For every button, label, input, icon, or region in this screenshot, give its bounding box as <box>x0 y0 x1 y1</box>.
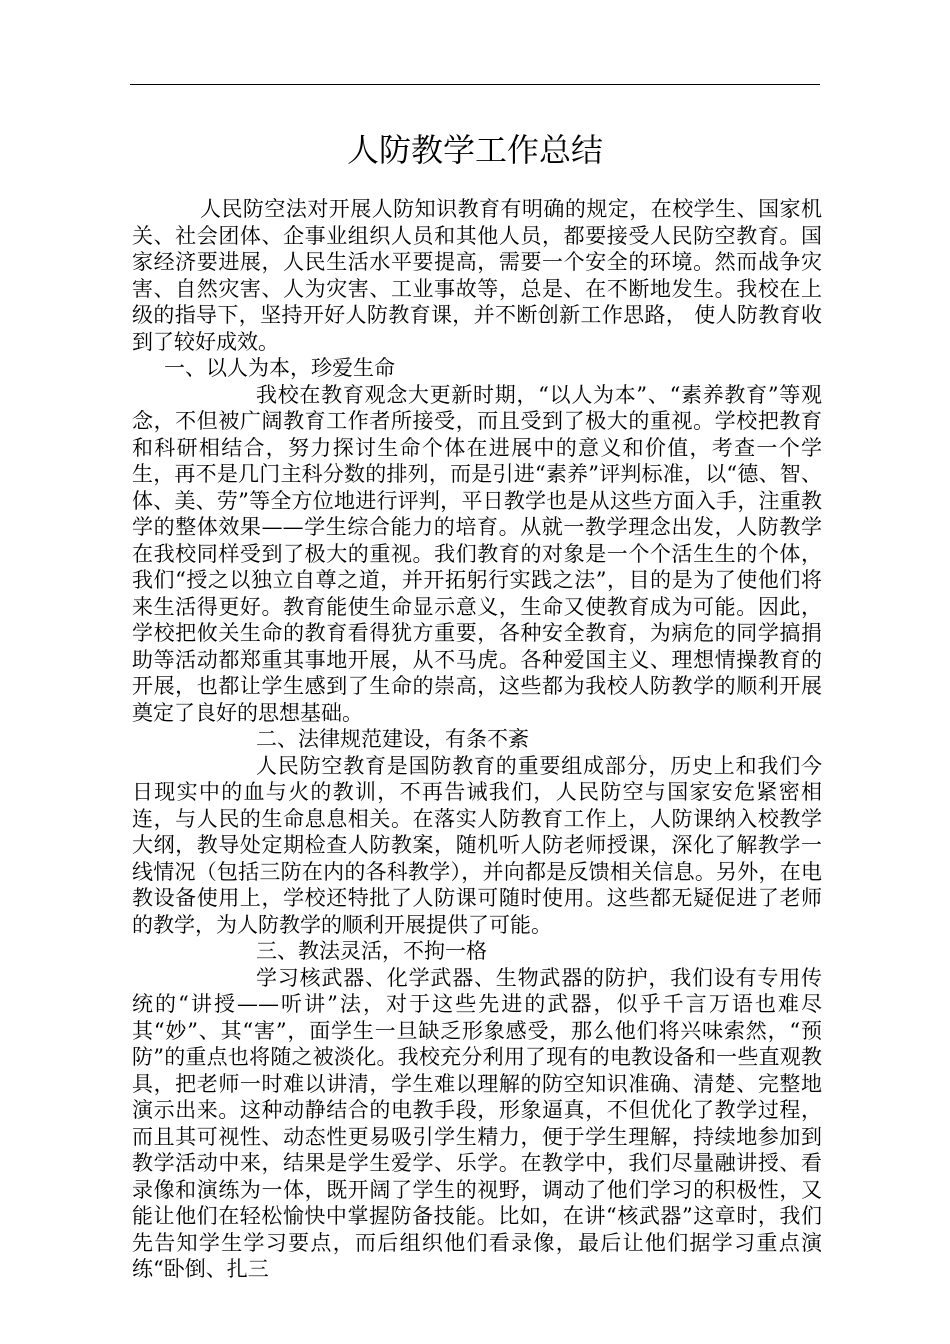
section-3-paragraph: 学习核武器、化学武器、生物武器的防护，我们设有专用传统的“讲授——听讲”法，对于这些先进的武器，似乎千言万语也难尽其“妙”、其“害”，面学生一旦缺乏形象感受，那么他们将兴味索然，“预防”的重点也将随之被淡化。我校充分利用了现有的电教设备和一些直观教具，把老师一时难以讲清，学生难以理解的防空知识准确、清楚、完整地演示出来。这种动静结合的电教手段，形象逼真，不但优化了教学过程，而且其可视性、动态性更易吸引学生精力，便于学生理解，持续地参加到教学活动中来，结果是学生爱学、乐学。在教学中，我们尽量融讲授、看录像和演练为一体，既开阔了学生的视野，调动了他们学习的积极性，又能让他们在轻松愉快中掌握防备技能。比如，在讲“核武器”这章时，我们先告知学生学习要点，而后组织他们看录像，最后让他们据学习重点演练“卧倒、扎三 <box>132 965 822 1281</box>
header-rule <box>130 84 820 85</box>
section-2-heading: 二、法律规范建设，有条不紊 <box>256 727 529 751</box>
section-2-paragraph: 人民防空教育是国防教育的重要组成部分，历史上和我们今日现实中的血与火的教训，不再告诫我们，人民防空与国家安危紧密相连，与人民的生命息息相关。在落实人防教育工作上，人防课纳入校教学大纲，教导处定期检查人防教案，随机听人防老师授课，深化了解教学一线情况（包括三防在内的各科教学），并向都是反馈相关信息。另外，在电教设备使用上，学校还特批了人防课可随时使用。这些都无疑促进了老师的教学，为人防教学的顺利开展提供了可能。 <box>132 753 822 937</box>
section-3-heading: 三、教法灵活，不拘一格 <box>256 939 487 963</box>
intro-paragraph: 人民防空法对开展人防知识教育有明确的规定，在校学生、国家机关、社会团体、企事业组织人员和其他人员，都要接受人民防空教育。国家经济要进展，人民生活水平要提高，需要一个安全的环境。然而战争灾害、自然灾害、人为灾害、工业事故等，总是、在不断地发生。我校在上级的指导下，坚持开好人防教育课，并不断创新工作思路， 使人防教育收到了较好成效。 <box>132 197 822 354</box>
section-1-paragraph: 我校在教育观念大更新时期，“以人为本”、“素养教育”等观念，不但被广阔教育工作者所接受，而且受到了极大的重视。学校把教育和科研相结合，努力探讨生命个体在进展中的意义和价值，考查一个学生，再不是几门主科分数的排列，而是引进“素养”评判标准，以“德、智、体、美、劳”等全方位地进行评判，平日教学也是从这些方面入手，注重教学的整体效果——学生综合能力的培育。从就一教学理念出发，人防教学在我校同样受到了极大的重视。我们教育的对象是一个个活生生的个体，我们“授之以独立自尊之道，并开拓躬行实践之法”，目的是为了使他们将来生活得更好。教育能使生命显示意义，生命又使教育成为可能。因此，学校把攸关生命的教育看得犹方重要，各种安全教育，为病危的同学搞捐助等活动都郑重其事地开展，从不马虎。各种爱国主义、理想情操教育的开展，也都让学生感到了生命的崇高，这些都为我校人防教学的顺利开展奠定了良好的思想基础。 <box>132 382 822 725</box>
document-title: 人防教学工作总结 <box>346 131 603 169</box>
document-body <box>132 196 822 1283</box>
section-1-heading: 一、以人为本，珍爱生命 <box>164 356 395 380</box>
